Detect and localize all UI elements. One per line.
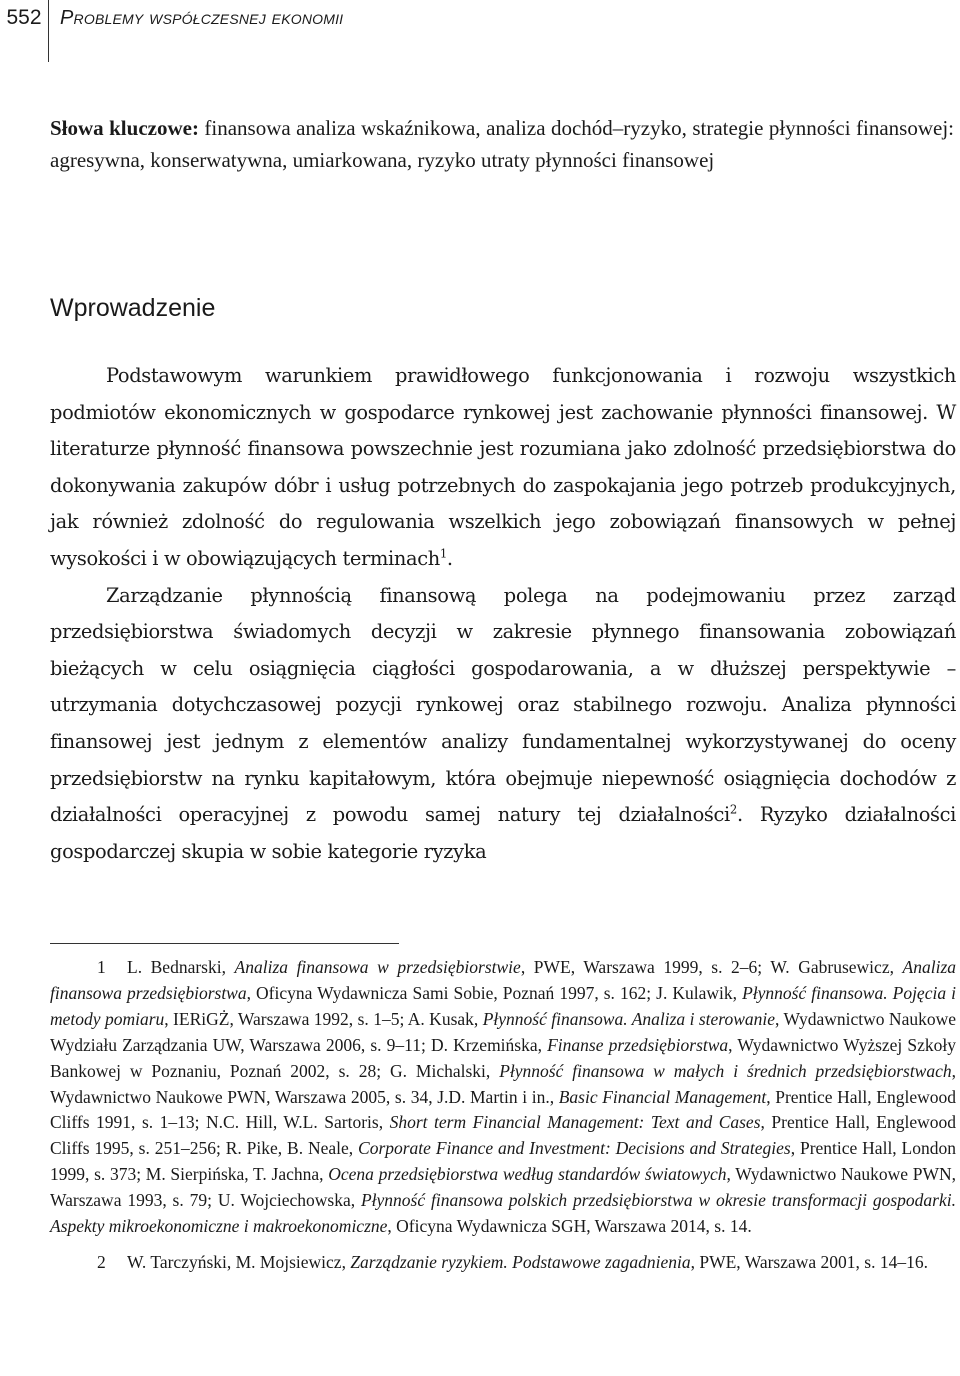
footnote-1-text: L. Bednarski, [127, 957, 235, 977]
footnote-1-text: , Prentice Hall, Englewood Cliffs 1991, s. 1–13; N.C. Hill, W.L. Sartoris, [50, 1086, 956, 1133]
footnote-1-text: , Wydawnictwo Naukowe PWN, Warszawa 1993, s. 79; U. Wojciechowska, [50, 1164, 956, 1211]
footnote-number-2: 2 [97, 1251, 106, 1272]
footnote-1 [50, 955, 956, 1240]
footnote-1-text: , Oficyna Wydawnicza Sami Sobie, Poznań 1997, s. 162; J. Kulawik, [246, 982, 743, 1003]
footnote-1-text: , Wydawnictwo Naukowe PWN, Warszawa 2005, s. 34, J.D. Martin i in., [50, 1060, 956, 1107]
footnotes [50, 955, 956, 1276]
keywords-text: finansowa analiza wskaźnikowa, analiza dochód–ryzyko, strategie płynności finansowej: agresywna, konserwatywna, umiarkowana, ryzyko utraty płynności finansowej [50, 116, 954, 172]
footnote-separator [50, 943, 399, 944]
footnote-1-text: , PWE, Warszawa 1999, s. 2–6; W. Gabrusewicz, [520, 957, 903, 977]
body-paragraph-1-end: . [446, 546, 453, 570]
footnote-ref-2[interactable]: 2 [729, 802, 737, 817]
footnote-1-text: , IERiGŻ, Warszawa 1992, s. 1–5; A. Kusak, [164, 1008, 483, 1029]
body-paragraph-2 [50, 578, 956, 871]
footnote-2 [50, 1250, 956, 1276]
header-divider [48, 0, 49, 62]
footnote-1-title: Płynność finansowa. Analiza i sterowanie [482, 1008, 776, 1029]
footnote-1-title: Płynność finansowa. Pojęcia i metody pomiaru [50, 982, 956, 1029]
footnote-1-title: Płynność finansowa polskich przedsiębiorstwa w okresie transformacji gospodarki. Aspekty mikroekonomiczne i makroekonomiczne [50, 1190, 956, 1237]
keywords-block [50, 112, 954, 176]
body-text [50, 358, 956, 870]
footnote-1-text: , Prentice Hall, Englewood Cliffs 1995, s. 251–256; R. Pike, B. Neale, [50, 1112, 956, 1159]
footnote-1-text: , Wydawnictwo Wyższej Szkoły Bankowej w Poznaniu, Poznań 2002, s. 28; G. Michalski, [50, 1034, 956, 1081]
footnote-2-text: W. Tarczyński, M. Mojsiewicz, [127, 1251, 351, 1272]
footnote-1-text: , Prentice Hall, London 1999, s. 373; M. Sierpińska, T. Jachna, [50, 1138, 956, 1185]
footnote-1-title: Finanse przedsiębiorstwa [547, 1034, 729, 1055]
footnote-1-title: Płynność finansowa w małych i średnich przedsiębiorstwach [499, 1060, 952, 1081]
running-header [0, 0, 960, 64]
section-heading: Wprowadzenie [50, 294, 216, 322]
footnote-1-title: Short term Financial Management: Text and Cases [389, 1112, 761, 1133]
footnote-2-title: Zarządzanie ryzykiem. Podstawowe zagadnienia [350, 1251, 691, 1272]
keywords-label: Słowa kluczowe: [50, 116, 199, 140]
body-paragraph-2-end: . Ryzyko działalności gospodarczej skupia w sobie kategorie ryzyka [50, 803, 956, 863]
footnote-number-1: 1 [97, 957, 106, 977]
footnote-1-text: , Wydawnictwo Naukowe Wydziału Zarządzania UW, Warszawa 2006, s. 9–11; D. Krzemińska, [50, 1008, 956, 1055]
body-paragraph-2-text: Zarządzanie płynnością finansową polega na podejmowaniu przez zarząd przedsiębiorstwa świadomych decyzji w zakresie płynnego finansowania zobowiązań bieżących w celu osiągnięcia ciągłości gospodarowania, a w dłuższej perspektywie – utrzymania dotychczasowej pozycji rynkowej oraz stabilnego rozwoju. Analiza płynności finansowej jest jednym z elementów analizy fundamentalnej wykorzystywanej do oceny przedsiębiorstw na rynku kapitałowym, która obejmuje niepewność osiągnięcia dochodów z działalności operacyjnej z powodu samej natury tej działalności [50, 583, 956, 827]
page-number: 552 [6, 6, 42, 29]
body-paragraph-1-text: Podstawowym warunkiem prawidłowego funkcjonowania i rozwoju wszystkich podmiotów ekonomicznych w gospodarce rynkowej jest zachowanie płynności finansowej. W literaturze płynność finansowa powszechnie jest rozumiana jako zdolność przedsiębiorstwa do dokonywania zakupów dóbr i usług potrzebnych do zaspokajania jego potrzeb produkcyjnych, jak również zdolność do regulowania wszelkich jego zobowiązań finansowych w pełnej wysokości i w obowiązujących terminach [50, 364, 956, 570]
footnote-1-title: Ocena przedsiębiorstwa według standardów światowych [328, 1164, 727, 1185]
footnote-2-text: , PWE, Warszawa 2001, s. 14–16. [690, 1251, 928, 1272]
footnote-1-title: Analiza finansowa przedsiębiorstwa [50, 957, 957, 1003]
journal-title: Problemy współczesnej ekonomii [60, 7, 344, 29]
footnote-ref-1[interactable]: 1 [439, 546, 447, 561]
footnote-1-text: , Oficyna Wydawnicza SGH, Warszawa 2014, s. 14. [387, 1216, 752, 1237]
footnote-1-title: Analiza finansowa w przedsiębiorstwie [234, 957, 521, 977]
footnote-1-title: Basic Financial Management [558, 1086, 767, 1107]
body-paragraph-1 [50, 358, 956, 578]
footnote-1-title: Corporate Finance and Investment: Decisions and Strategies [358, 1138, 791, 1159]
